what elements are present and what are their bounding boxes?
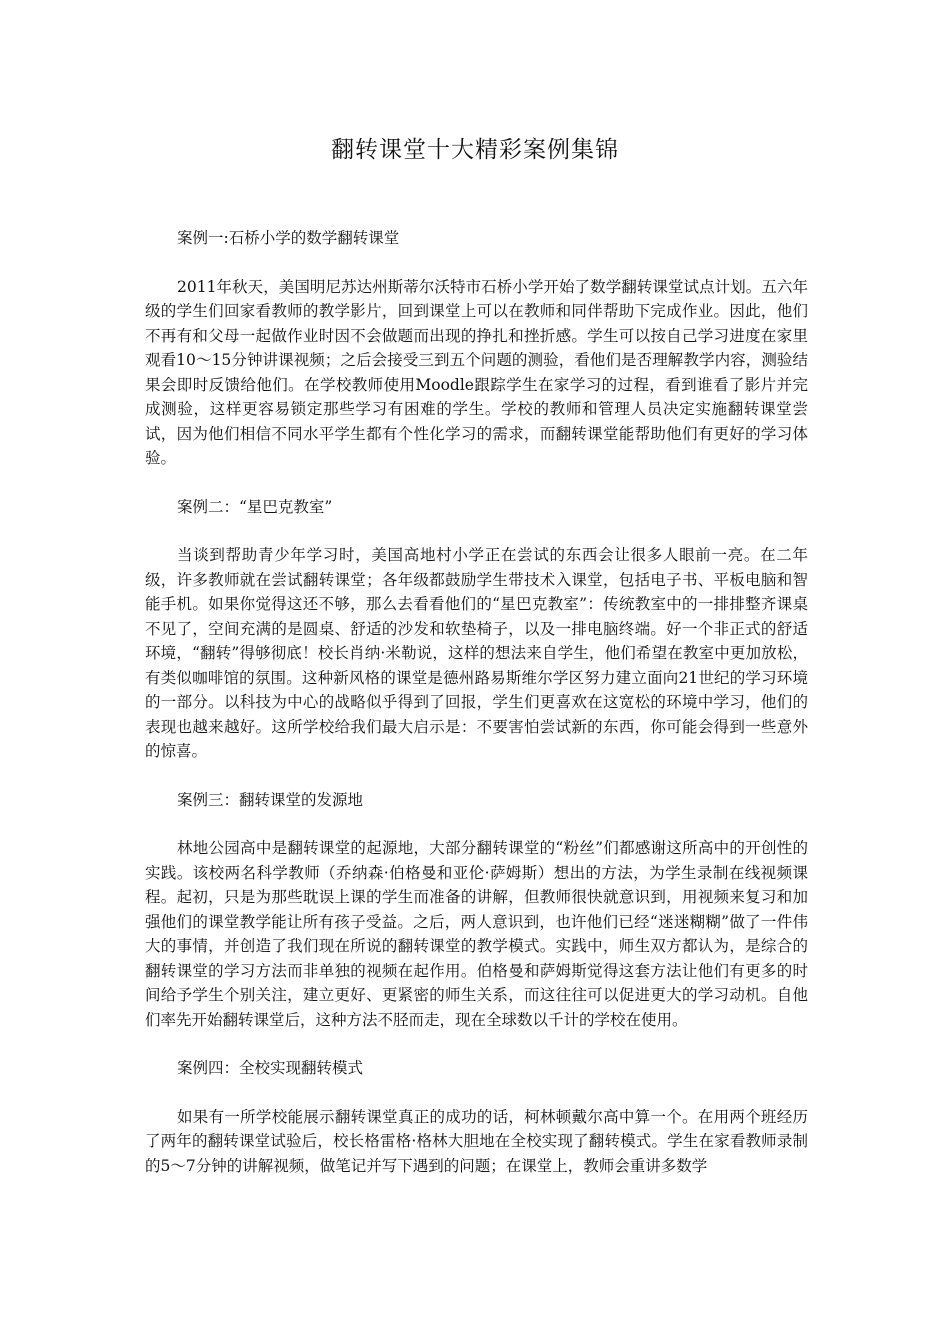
case-paragraph-1: 2011年秋天，美国明尼苏达州斯蒂尔沃特市石桥小学开始了数学翻转课堂试点计划。五六年级的学生们回家看教师的教学影片，回到课堂上可以在教师和同伴帮助下完成作业。因此，他们不再有和父母一起做作业时因不会做题而出现的挣扎和挫折感。学生可以按自己学习进度在家里观看10～15分钟讲课视频；之后会接受三到五个问题的测验，看他们是否理解教学内容，测验结果会即时反馈给他们。在学校教师使用Moodle跟踪学生在家学习的过程，看到谁看了影片并完成测验，这样更容易锁定那些学习有困难的学生。学校的教师和管理人员决定实施翻转课堂尝试，因为他们相信不同水平学生都有个性化学习的需求，而翻转课堂能帮助他们有更好的学习体验。: [145, 277, 808, 467]
document-title: 翻转课堂十大精彩案例集锦: [331, 137, 619, 163]
case-paragraph-4: 如果有一所学校能展示翻转课堂真正的成功的话，柯林顿戴尔高中算一个。在用两个班经历了两年的翻转课堂试验后，校长格雷格·格林大胆地在全校实现了翻转模式。学生在家看教师录制的5～7分钟的讲解视频，做笔记并写下遇到的问题；在课堂上，教师会重讲多数学: [145, 1107, 808, 1175]
case-section-4: [145, 1056, 808, 1178]
case-heading-2: 案例二：“星巴克教室”: [177, 497, 333, 516]
case-heading-3: 案例三：翻转课堂的发源地: [177, 790, 364, 809]
document-body: [145, 226, 808, 1202]
case-heading-4: 案例四：全校实现翻转模式: [177, 1059, 364, 1077]
case-section-1: [145, 226, 808, 471]
case-paragraph-3: 林地公园高中是翻转课堂的起源地，大部分翻转课堂的“粉丝”们都感谢这所高中的开创性的实践。该校两名科学教师（乔纳森·伯格曼和亚伦·萨姆斯）想出的方法，为学生录制在线视频课程。起初，只是为那些耽误上课的学生而准备的讲解，但教师很快就意识到，用视频来复习和加强他们的课堂教学能让所有孩子受益。之后，两人意识到，也许他们已经“迷迷糊糊”做了一件伟大的事情，并创造了我们现在所说的翻转课堂的教学模式。实践中，师生双方都认为，是综合的翻转课堂的学习方法而非单独的视频在起作用。伯格曼和萨姆斯觉得这套方法让他们有更多的时间给予学生个别关注，建立更好、更紧密的师生关系，而这往往可以促进更大的学习动机。自他们率先开始翻转课堂后，这种方法不胫而走，现在全球数以千计的学校在使用。: [145, 839, 808, 1029]
case-section-2: [145, 495, 808, 764]
case-section-3: [145, 788, 808, 1033]
case-paragraph-2: 当谈到帮助青少年学习时，美国高地村小学正在尝试的东西会让很多人眼前一亮。在二年级，许多教师就在尝试翻转课堂；各年级都鼓励学生带技术入课堂，包括电子书、平板电脑和智能手机。如果你觉得这还不够，那么去看看他们的“星巴克教室”：传统教室中的一排排整齐课桌不见了，空间充满的是圆桌、舒适的沙发和软垫椅子，以及一排电脑终端。好一个非正式的舒适环境，“翻转”得够彻底！校长肖纳·米勒说，这样的想法来自学生，他们希望在教室中更加放松，有类似咖啡馆的氛围。这种新风格的课堂是德州路易斯维尔学区努力建立面向21世纪的学习环境的一部分。以科技为中心的战略似乎得到了回报，学生们更喜欢在这宽松的环境中学习，他们的表现也越来越好。这所学校给我们最大启示是：不要害怕尝试新的东西，你可能会得到一些意外的惊喜。: [145, 546, 808, 760]
case-heading-1: 案例一:石桥小学的数学翻转课堂: [177, 229, 400, 247]
